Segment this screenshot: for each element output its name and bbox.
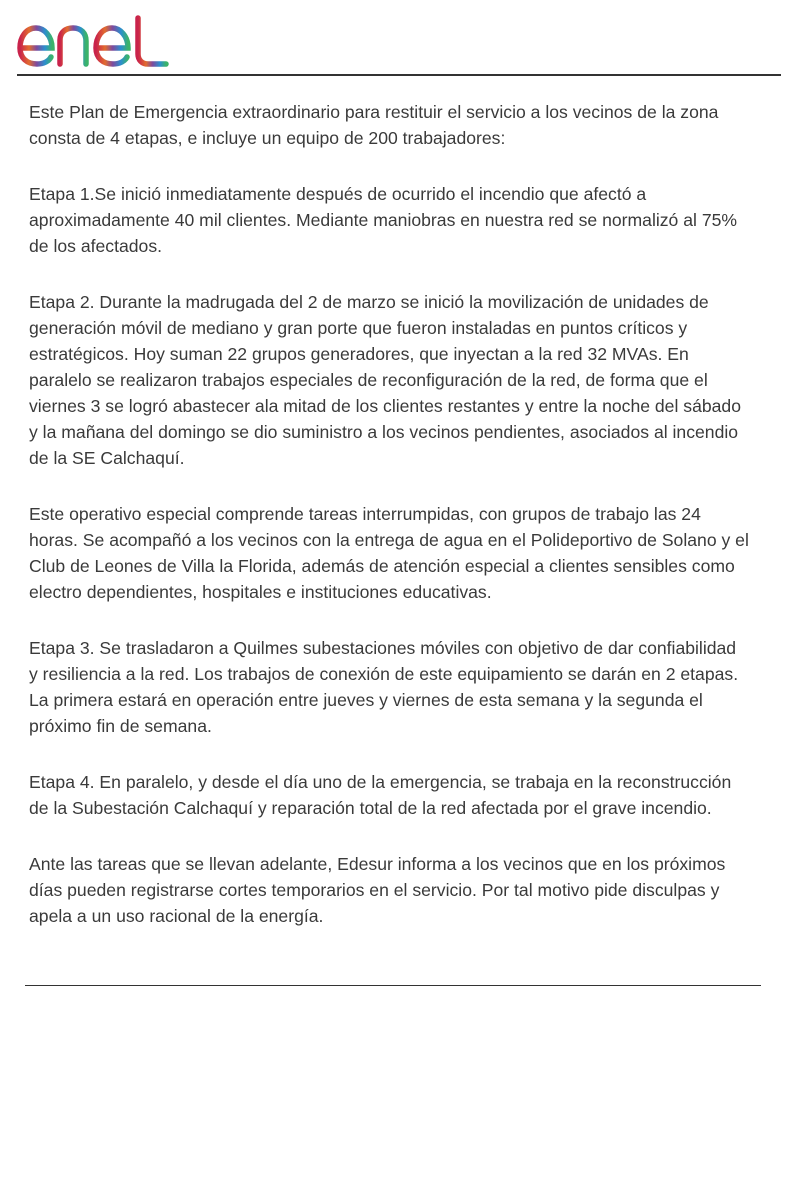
- paragraph-etapa-1: Etapa 1.Se inició inmediatamente después de ocurrido el incendio que afectó a aproximadamente 40 mil clientes. Mediante maniobras en nuestra red se normalizó al 75% de los afectados.: [29, 184, 738, 256]
- paragraph-closing: Ante las tareas que se llevan adelante, Edesur informa a los vecinos que en los próximos días pueden registrarse cortes temporarios en el servicio. Por tal motivo pide disculpas y apela a un uso racional de la energía.: [29, 854, 726, 926]
- paragraph-etapa-2: Etapa 2. Durante la madrugada del 2 de marzo se inició la movilización de unidades de generación móvil de mediano y gran porte que fueron instaladas en puntos críticos y estratégicos. Hoy suman 22 grupos generadores, que inyectan a la red 32 MVAs. En paralelo se realizaron trabajos especiales de reconfiguración de la red, de forma que el viernes 3 se logró abastecer ala mitad de los clientes restantes y entre la noche del sábado y la mañana del domingo se dio suministro a los vecinos pendientes, asociados al incendio de la SE Calchaquí.: [29, 292, 741, 468]
- enel-logo: [16, 14, 172, 68]
- header-divider: [17, 74, 781, 76]
- paragraph-intro: Este Plan de Emergencia extraordinario para restituir el servicio a los vecinos de la zona consta de 4 etapas, e incluye un equipo de 200 trabajadores:: [29, 102, 719, 148]
- paragraph-etapa-3: Etapa 3. Se trasladaron a Quilmes subestaciones móviles con objetivo de dar confiabilidad y resiliencia a la red. Los trabajos de conexión de este equipamiento se darán en 2 etapas. La primera estará en operación entre jueves y viernes de esta semana y la segunda el próximo fin de semana.: [29, 638, 739, 736]
- article-body: [29, 99, 749, 959]
- page-header: [0, 0, 800, 76]
- paragraph-etapa-4: Etapa 4. En paralelo, y desde el día uno de la emergencia, se trabaja en la reconstrucción de la Subestación Calchaquí y reparación total de la red afectada por el grave incendio.: [29, 772, 732, 818]
- footer-divider: [25, 985, 761, 986]
- paragraph-operativo: Este operativo especial comprende tareas interrumpidas, con grupos de trabajo las 24 horas. Se acompañó a los vecinos con la entrega de agua en el Polideportivo de Solano y el Club de Leones de Villa la Florida, además de atención especial a clientes sensibles como electro dependientes, hospitales e instituciones educativas.: [29, 504, 749, 602]
